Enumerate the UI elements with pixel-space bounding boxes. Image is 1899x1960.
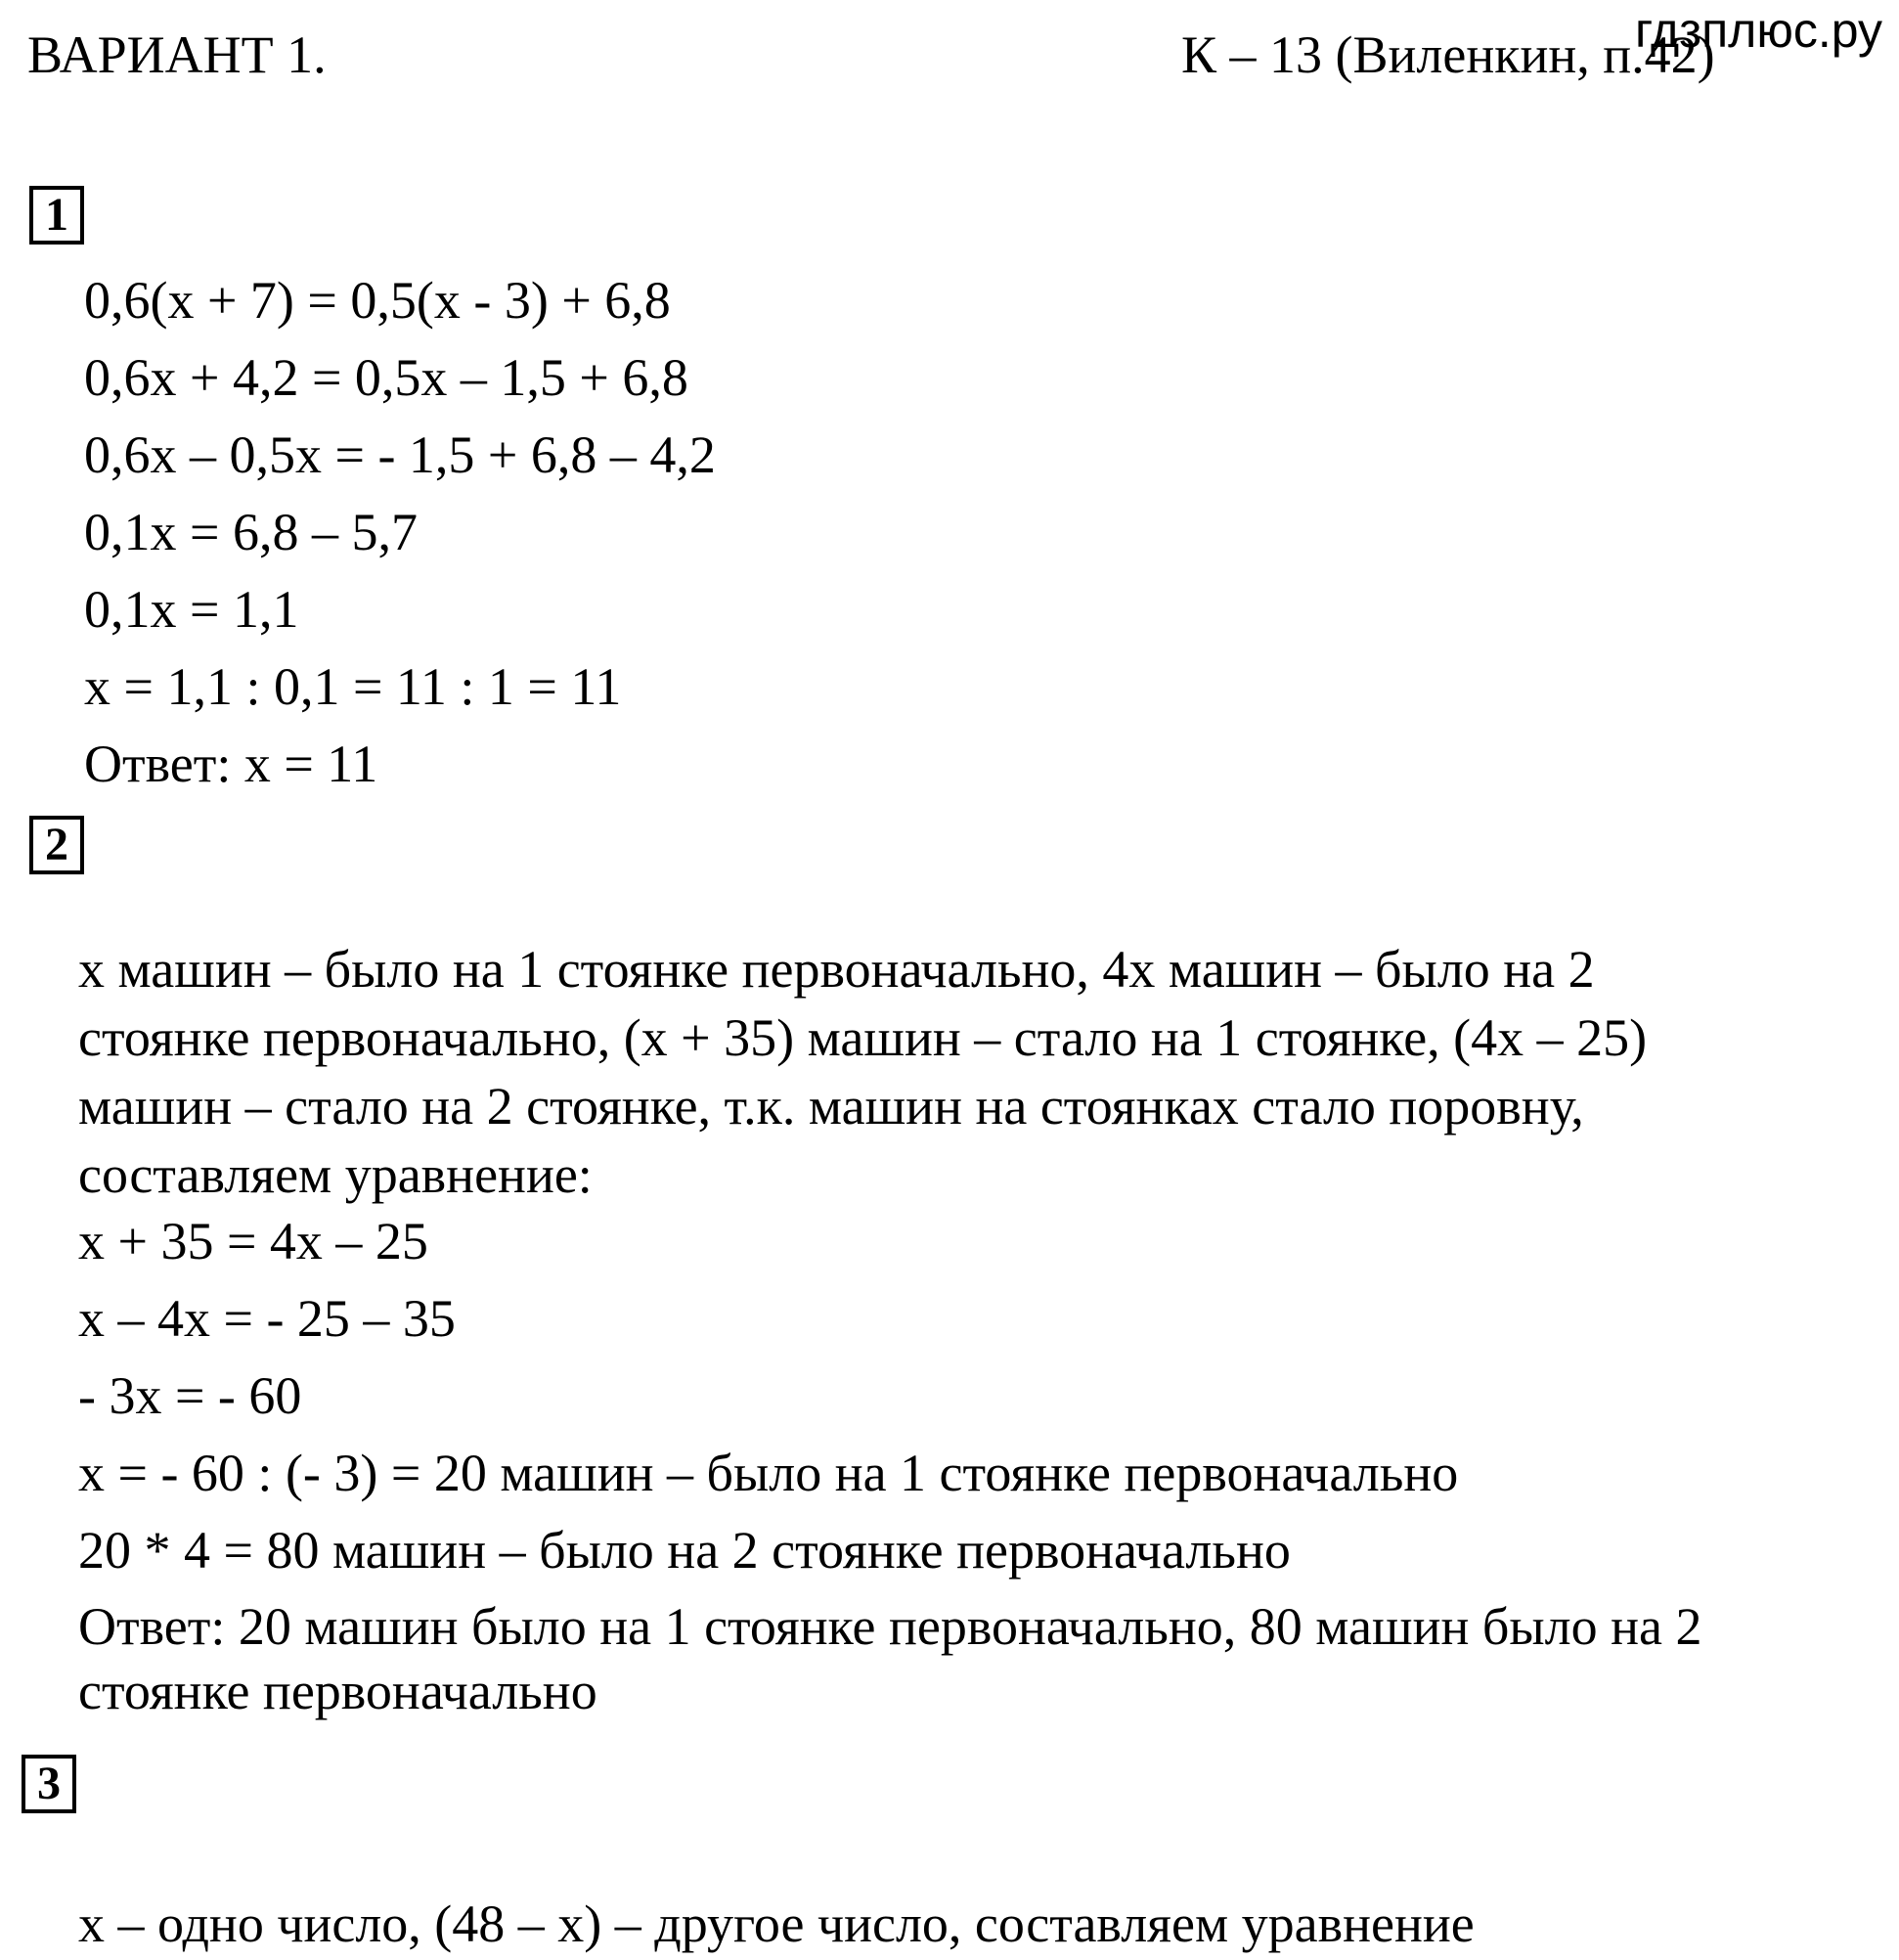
reference-label: К – 13 (Виленкин, п.42) xyxy=(1181,25,1715,84)
task-2-step: x – 4x = - 25 – 35 xyxy=(78,1289,456,1348)
task-3-intro-line: x – одно число, (48 – x) – другое число, составляем уравнение xyxy=(78,1894,1475,1953)
task-2-answer-line: Ответ: 20 машин было на 1 стоянке первоначально, 80 машин было на 2 xyxy=(78,1597,1702,1656)
task-1-answer: Ответ: x = 11 xyxy=(84,735,378,793)
task-number-2: 2 xyxy=(29,816,84,874)
task-2-step: x = - 60 : (- 3) = 20 машин – было на 1 стоянке первоначально xyxy=(78,1444,1459,1502)
task-number-1: 1 xyxy=(29,186,84,245)
task-2-intro-line: x машин – было на 1 стоянке первоначально, 4x машин – было на 2 xyxy=(78,940,1595,999)
task-2-answer xyxy=(78,1594,1701,1723)
variant-title: ВАРИАНТ 1. xyxy=(27,25,327,84)
task-2-intro-line: стоянке первоначально, (x + 35) машин – стало на 1 стоянке, (4x – 25) xyxy=(78,1008,1648,1067)
task-number-3: 3 xyxy=(22,1755,76,1813)
watermark: гдзплюс.ру xyxy=(1635,3,1882,58)
task-1-step: x = 1,1 : 0,1 = 11 : 1 = 11 xyxy=(84,657,622,716)
task-3-intro xyxy=(78,1892,1475,1956)
task-1-step: 0,6x + 4,2 = 0,5x – 1,5 + 6,8 xyxy=(84,348,688,407)
task-2-step: x + 35 = 4x – 25 xyxy=(78,1212,428,1270)
task-2-intro xyxy=(78,935,1647,1209)
task-2-step: 20 * 4 = 80 машин – было на 2 стоянке первоначально xyxy=(78,1521,1291,1580)
task-2-solution xyxy=(78,1203,1458,1589)
task-2-step: - 3x = - 60 xyxy=(78,1366,302,1425)
task-2-intro-line: составляем уравнение: xyxy=(78,1145,593,1204)
task-1-step: 0,1x = 6,8 – 5,7 xyxy=(84,503,418,561)
task-2-answer-line: стоянке первоначально xyxy=(78,1662,597,1720)
task-1-solution xyxy=(84,262,716,803)
task-1-step: 0,6x – 0,5x = - 1,5 + 6,8 – 4,2 xyxy=(84,425,716,484)
task-2-intro-line: машин – стало на 2 стоянке, т.к. машин на стоянках стало поровну, xyxy=(78,1077,1584,1136)
task-1-step: 0,1x = 1,1 xyxy=(84,580,299,639)
task-1-step: 0,6(x + 7) = 0,5(x - 3) + 6,8 xyxy=(84,271,671,330)
